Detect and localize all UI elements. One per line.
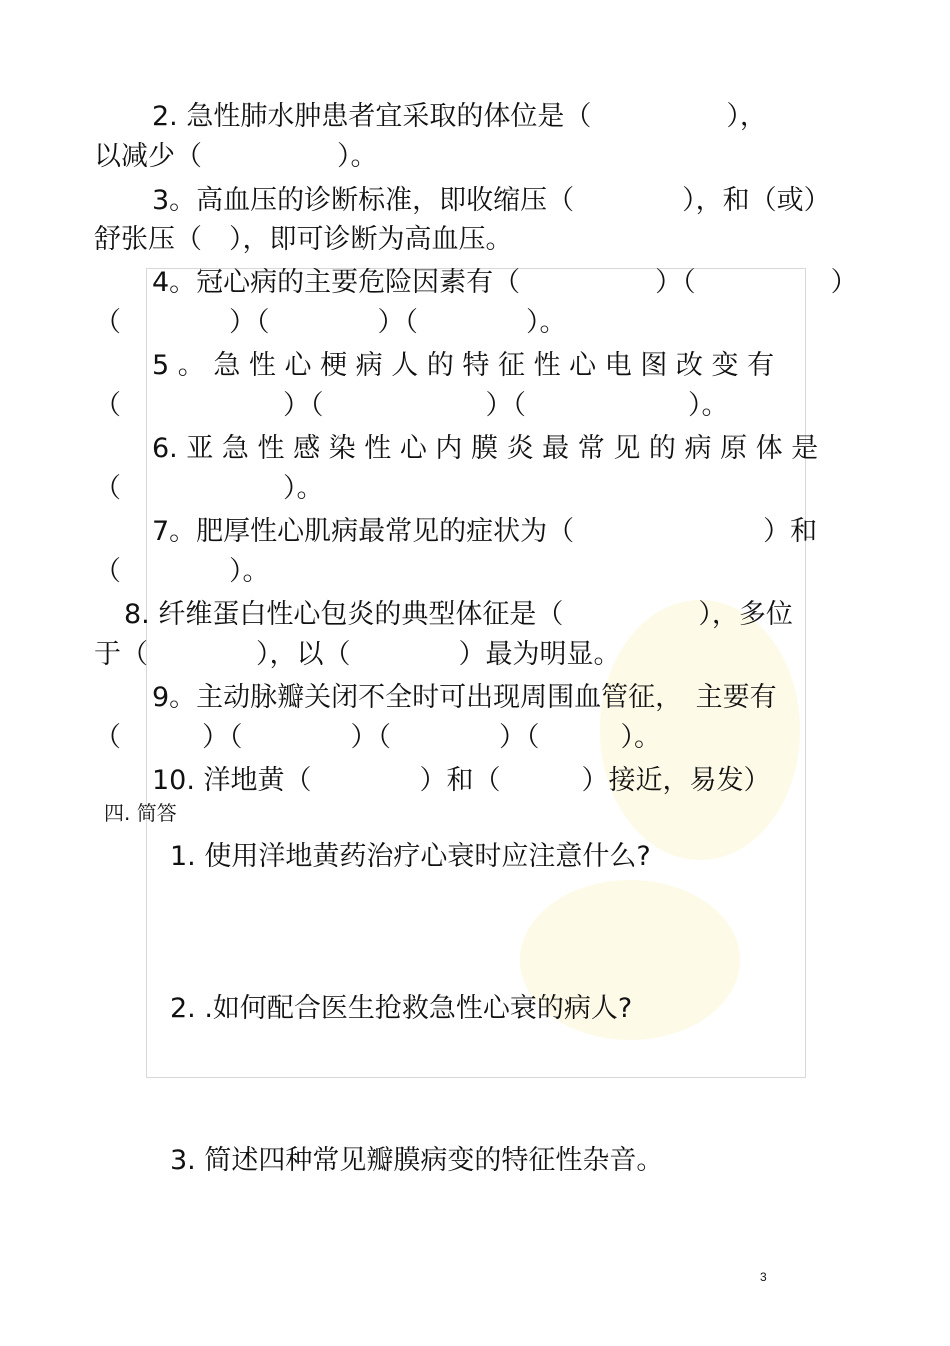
fill-in-item-10-line1: 10. 洋地黄（ ）和（ ）接近，易发） bbox=[152, 765, 771, 796]
fill-in-item-3-line1: 3。高血压的诊断标准，即收缩压（ ），和（或） bbox=[152, 185, 831, 216]
fill-in-item-6-line1: 6. 亚 急 性 感 染 性 心 内 膜 炎 最 常 见 的 病 原 体 是 bbox=[152, 433, 819, 464]
fill-in-item-8-line2: 于（ ），以（ ）最为明显。 bbox=[94, 639, 621, 670]
fill-in-item-2-line1: 2. 急性肺水肿患者宜采取的体位是（ ）， bbox=[152, 101, 767, 132]
fill-in-item-3-line2: 舒张压（ ），即可诊断为高血压。 bbox=[94, 224, 513, 255]
fill-in-item-6-line2: （ ）。 bbox=[94, 473, 324, 504]
question-2: 2. .如何配合医生抢救急性心衰的病人? bbox=[170, 993, 633, 1024]
fill-in-item-7-line1: 7。肥厚性心肌病最常见的症状为（ ）和 bbox=[152, 516, 818, 547]
section-title: 四. 简答 bbox=[104, 801, 177, 825]
question-3: 3. 简述四种常见瓣膜病变的特征性杂音。 bbox=[170, 1145, 664, 1176]
fill-in-item-5-line2: （ ）（ ）（ ）。 bbox=[94, 390, 729, 421]
fill-in-item-9-line1: 9。主动脉瓣关闭不全时可出现周围血管征， 主要有 bbox=[152, 682, 777, 713]
fill-in-item-9-line2: （ ）（ ）（ ）（ ）。 bbox=[94, 722, 661, 753]
page-number: 3 bbox=[760, 1270, 767, 1284]
fill-in-item-5-line1: 5 。 急 性 心 梗 病 人 的 特 征 性 心 电 图 改 变 有 bbox=[152, 350, 775, 381]
fill-in-item-2-line2: 以减少（ ）。 bbox=[94, 141, 378, 172]
fill-in-item-4-line2: （ ）（ ）（ ）。 bbox=[94, 307, 567, 338]
fill-in-item-4-line1: 4。冠心病的主要危险因素有（ ）（ ） bbox=[152, 267, 858, 298]
question-1: 1. 使用洋地黄药治疗心衰时应注意什么? bbox=[170, 841, 651, 872]
fill-in-item-7-line2: （ ）。 bbox=[94, 556, 270, 587]
fill-in-item-8-line1: 8. 纤维蛋白性心包炎的典型体征是（ ），多位 bbox=[124, 599, 793, 630]
